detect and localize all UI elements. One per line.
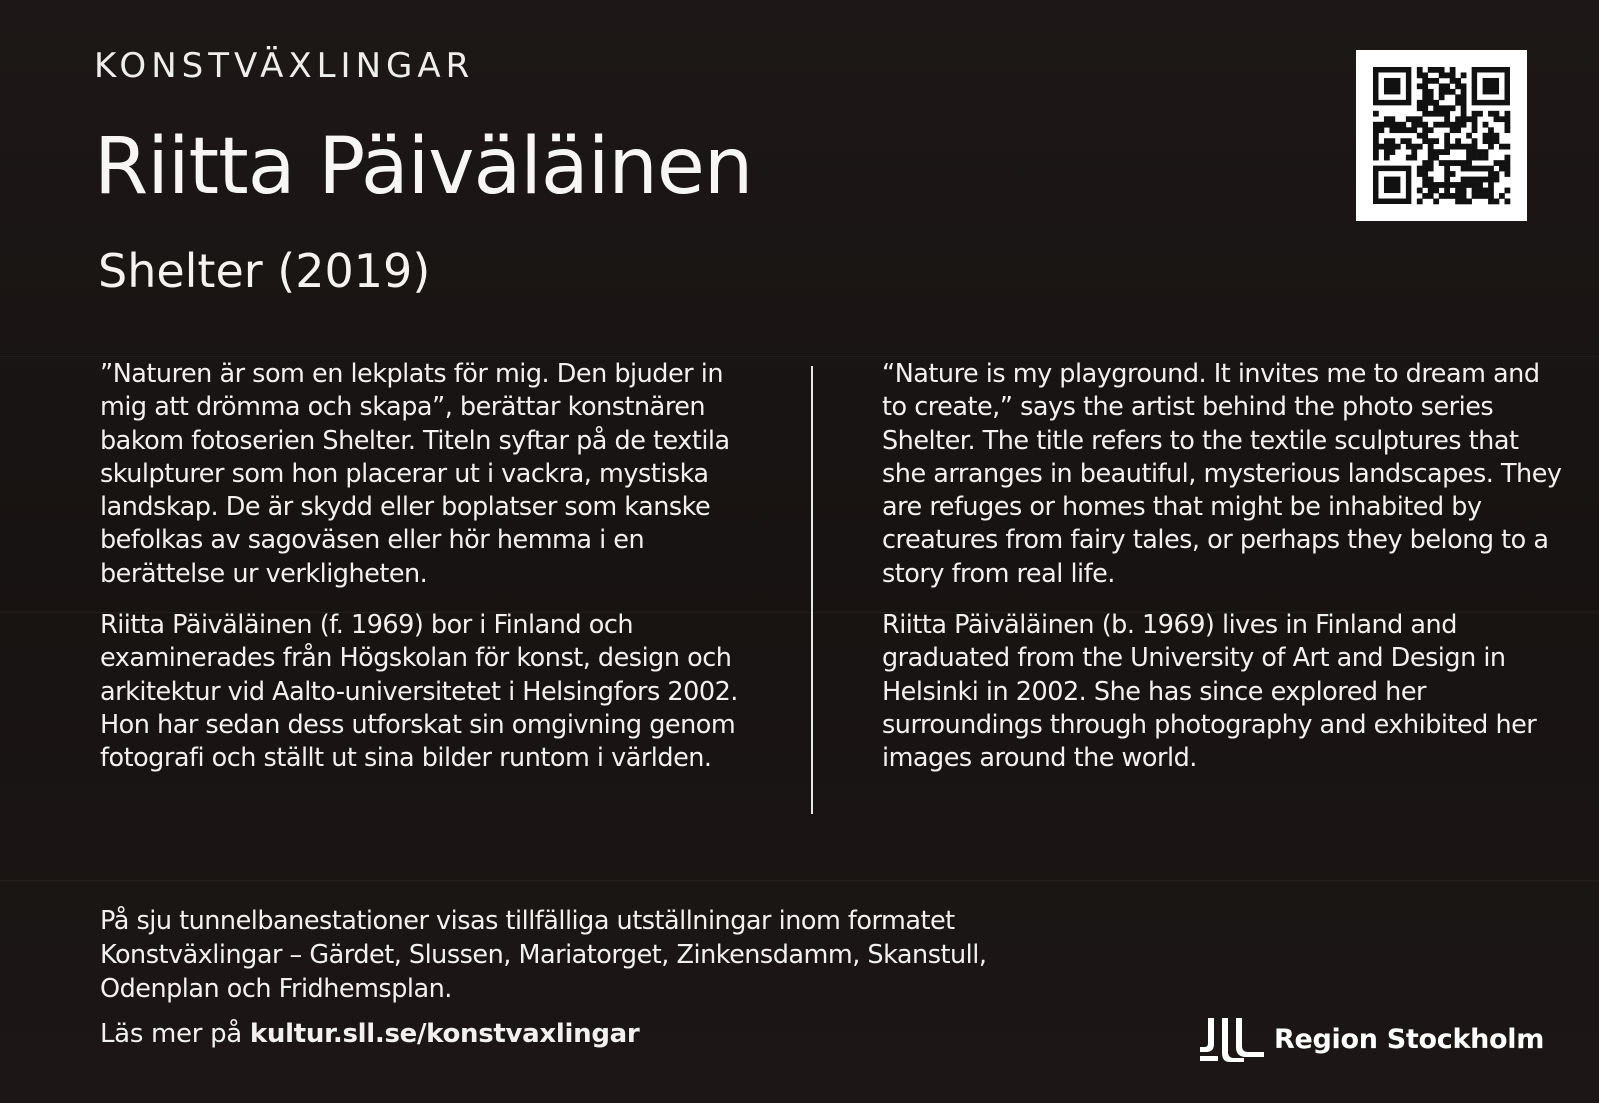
- swedish-paragraph-1: ”Naturen är som en lekplats för mig. Den bjuder in mig att drömma och skapa”, berättar konstnären bakom fotoserien Shelter. Titeln syftar på de textila skulpturer som hon placerar ut i vackra, mystiska landskap. De är skydd eller boplatser som kanske befolkas av sagoväsen eller hör hemma i en berättelse ur verkligheten.: [100, 359, 730, 589]
- read-more-link[interactable]: kultur.sll.se/konstvaxlingar: [249, 1019, 640, 1049]
- english-paragraph-1: “Nature is my playground. It invites me to dream and to create,” says the artist behind the photo series Shelter. The title refers to the textile sculptures that she arranges in beautiful, mysterious landscapes. They are refuges or homes that might be inhabited by creatures from fairy tales, or perhaps they belong to a story from real life.: [882, 359, 1562, 589]
- qr-code-icon[interactable]: [1356, 50, 1527, 221]
- read-more-prefix: Läs mer på: [100, 1019, 242, 1049]
- region-stockholm-logo: [1200, 1016, 1544, 1062]
- artist-name: Riitta Päiväläinen: [94, 122, 753, 212]
- english-text-column: [882, 358, 1562, 794]
- panel-seam: [0, 880, 1599, 881]
- region-stockholm-logo-icon: [1200, 1016, 1264, 1062]
- panel-seam: [0, 356, 1599, 357]
- swedish-text-column: [100, 358, 740, 794]
- read-more-line: [100, 1019, 639, 1049]
- swedish-paragraph-2: Riitta Päiväläinen (f. 1969) bor i Finland och examinerades från Högskolan för konst, design och arkitektur vid Aalto-universitetet i Helsingfors 2002. Hon har sedan dess utforskat sin omgivning genom fotografi och ställt ut sina bilder runtom i världen.: [100, 610, 738, 774]
- column-divider: [811, 366, 813, 814]
- series-label: KONSTVÄXLINGAR: [94, 46, 475, 86]
- footer-info: På sju tunnelbanestationer visas tillfälliga utställningar inom formatet Konstväxlingar – Gärdet, Slussen, Mariatorget, Zinkensdamm, Skanstull, Odenplan och Fridhemsplan.: [100, 906, 987, 1004]
- artwork-title: Shelter (2019): [98, 244, 431, 298]
- english-paragraph-2: Riitta Päiväläinen (b. 1969) lives in Finland and graduated from the University of Art and Design in Helsinki in 2002. She has since explored her surroundings through photography and exhibited her images around the world.: [882, 610, 1537, 774]
- region-stockholm-label: Region Stockholm: [1274, 1023, 1545, 1055]
